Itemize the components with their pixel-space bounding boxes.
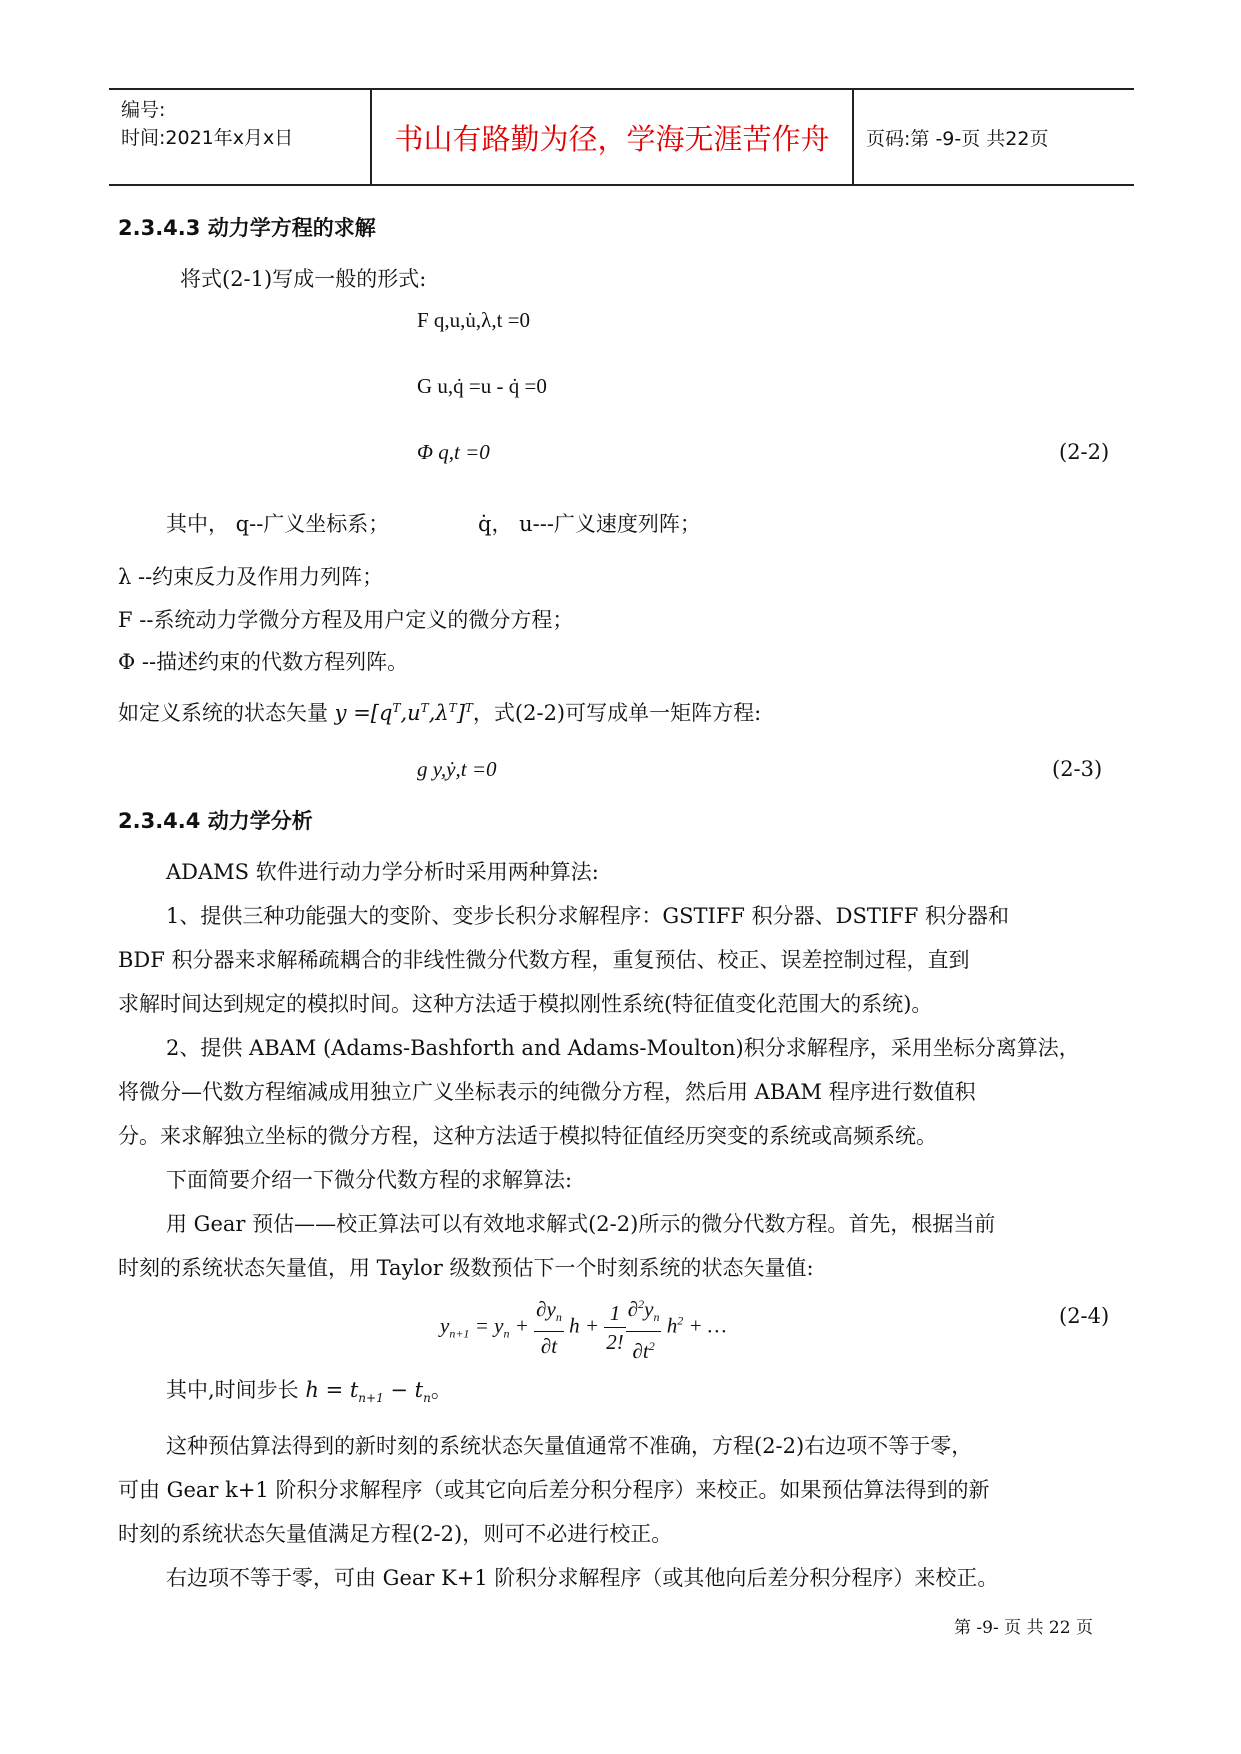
equation-number-2-2: (2-2) <box>1059 440 1110 464</box>
header-meta <box>109 90 370 184</box>
paragraph-gear-line1: 用 Gear 预估——校正算法可以有效地求解式(2-2)所示的微分代数方程。首先，根据当前 <box>166 1212 996 1236</box>
step-formula: $h = t_{n+1} - t_n$ <box>298 1378 431 1406</box>
state-vector-definition <box>118 697 761 727</box>
paragraph-right-side: 右边项不等于零，可由 Gear K+1 阶积分求解程序（或其他向后差分积分程序）来校正。 <box>166 1566 999 1590</box>
header-page-label: 页码:第 -9-页 共22页 <box>866 127 1049 150</box>
equation-phi: Φ q,t =0 <box>417 440 490 464</box>
paragraph-gear-line2: 时刻的系统状态矢量值，用 Taylor 级数预估下一个时刻系统的状态矢量值: <box>118 1256 814 1280</box>
equation-taylor: $y_{n+1} = y_n$ + $\frac{\partial y_n}{\partial t}$ h + $\frac{1}{2!}$ $\frac{\partial^2y_n}{\partial t^2}$ $h^2$ + … <box>440 1290 727 1365</box>
paragraph-correct-line3: 时刻的系统状态矢量值满足方程(2-2)，则可不必进行校正。 <box>118 1522 673 1546</box>
step-text-b: 。 <box>430 1378 452 1402</box>
equation-f: F q,u,u̇,λ,t =0 <box>417 308 531 332</box>
paragraph-1-line1: 1、提供三种功能强大的变阶、变步长积分求解程序：GSTIFF 积分器、DSTIFF 积分器和 <box>166 904 1009 928</box>
page-header <box>109 88 1134 186</box>
header-motto: 书山有路勤为径，学海无涯苦作舟 <box>370 90 854 184</box>
paragraph-1-line3: 求解时间达到规定的模拟时间。这种方法适于模拟刚性系统(特征值变化范围大的系统)。 <box>118 992 933 1016</box>
paragraph-correct-line2: 可由 Gear k+1 阶积分求解程序（或其它向后差分积分程序）来校正。如果预估算法得到的新 <box>118 1478 990 1502</box>
state-def-text-b: ，式(2-2)可写成单一矩阵方程: <box>472 701 762 725</box>
state-vector-formula: $y =[q^T,u^T,\lambda^T]^T$ <box>328 701 473 725</box>
where-f: F --系统动力学微分方程及用户定义的微分方程； <box>118 608 574 632</box>
equation-g: G u,q̇ =u - q̇ =0 <box>417 374 547 398</box>
paragraph-2-line2: 将微分—代数方程缩减成用独立广义坐标表示的纯微分方程，然后用 ABAM 程序进行数值积 <box>118 1080 976 1104</box>
state-def-text-a: 如定义系统的状态矢量 <box>118 701 328 725</box>
step-size-definition <box>166 1374 452 1405</box>
paragraph-adams: ADAMS 软件进行动力学分析时采用两种算法: <box>166 860 599 884</box>
step-text-a: 其中,时间步长 <box>166 1378 299 1402</box>
page-footer: 第 -9- 页 共 22 页 <box>954 1618 1093 1638</box>
paragraph-intro: 将式(2-1)写成一般的形式: <box>180 267 427 291</box>
paragraph-correct-line1: 这种预估算法得到的新时刻的系统状态矢量值通常不准确，方程(2-2)右边项不等于零， <box>166 1434 973 1458</box>
section-title-2343: 2.3.4.3 动力学方程的求解 <box>118 216 376 240</box>
section-title-2344: 2.3.4.4 动力学分析 <box>118 809 313 833</box>
number-label: 编号: <box>121 99 166 121</box>
where-u: q̇， u---广义速度列阵； <box>478 512 701 536</box>
paragraph-2-line3: 分。来求解独立坐标的微分方程，这种方法适于模拟特征值经历突变的系统或高频系统。 <box>118 1124 937 1148</box>
where-phi: Φ --描述约束的代数方程列阵。 <box>118 650 409 674</box>
where-lambda: λ --约束反力及作用力列阵； <box>118 565 384 589</box>
equation-number-2-4: (2-4) <box>1059 1304 1110 1328</box>
paragraph-2-line1: 2、提供 ABAM (Adams-Bashforth and Adams-Moulton)积分求解程序，采用坐标分离算法， <box>166 1036 1080 1060</box>
paragraph-1-line2: BDF 积分器来求解稀疏耦合的非线性微分代数方程，重复预估、校正、误差控制过程，直到 <box>118 948 970 972</box>
equation-number-2-3: (2-3) <box>1052 757 1103 781</box>
equation-g-matrix: g y,ẏ,t =0 <box>417 757 497 781</box>
time-label: 时间:2021年x月x日 <box>121 127 294 149</box>
where-q: 其中， q--广义坐标系； <box>166 512 390 536</box>
paragraph-intro-algorithm: 下面简要介绍一下微分代数方程的求解算法: <box>166 1168 573 1192</box>
